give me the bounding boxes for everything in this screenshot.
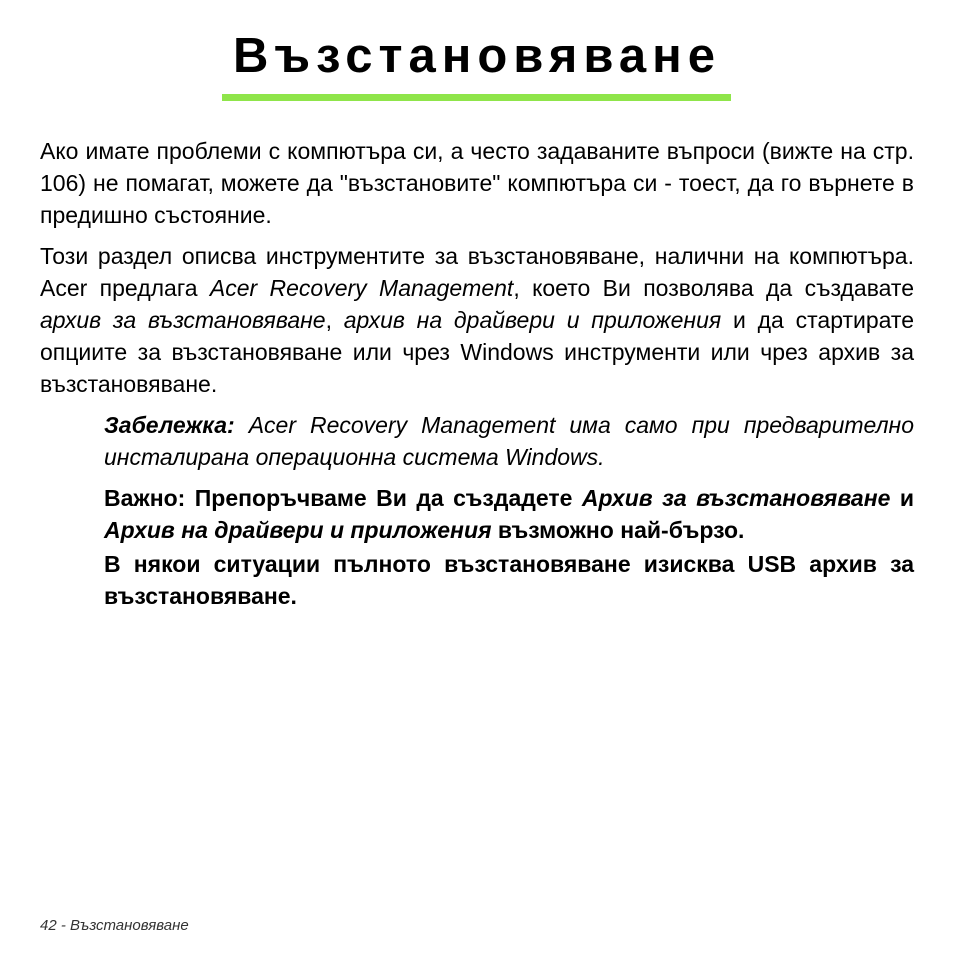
usb-note-paragraph [104,548,914,612]
note-label: Забележка: [104,412,235,438]
tools-text-1: Този раздел описва инструментите за възстановяване, налични на компютъра. Acer предлага [40,243,914,301]
note-text: Acer Recovery Management има само при предварително инсталирана операционна система Windows. [104,412,914,470]
tools-text-2: , което Ви позволява да създавате [513,275,915,301]
tools-paragraph [40,240,914,400]
usb-note-text: В някои ситуации пълното възстановяване изисква USB архив за възстановяване. [104,551,914,609]
important-archive-2: Архив на драйвери и приложения [104,517,492,543]
tools-text-3: , [325,307,344,333]
recovery-archive-term: архив за възстановяване [40,307,326,333]
product-name: Acer Recovery Management [209,275,514,301]
content-body [40,135,914,612]
title-underline [222,94,731,101]
tools-text-4: и да стартирате опциите за възстановяване или чрез Windows инструменти или чрез архив за възстановяване. [40,307,915,397]
note-paragraph [104,409,914,473]
drivers-archive-term: архив на драйвери и приложения [343,307,722,333]
important-text-1: Важно: Препоръчваме Ви да създадете [104,485,582,511]
important-archive-1: Архив за възстановяване [581,485,891,511]
page-title: Възстановяване [233,29,721,83]
page-footer: 42 - Възстановяване [40,917,189,934]
important-text-3: възможно най-бързо. [491,517,745,543]
important-text-2: и [890,485,914,511]
intro-paragraph: Ако имате проблеми с компютъра си, а често задаваните въпроси (вижте на стр. 106) не помагат, можете да "възстановите" компютъра си - тоест, да го върнете в предишно състояние. [40,138,914,228]
important-paragraph [104,482,914,546]
